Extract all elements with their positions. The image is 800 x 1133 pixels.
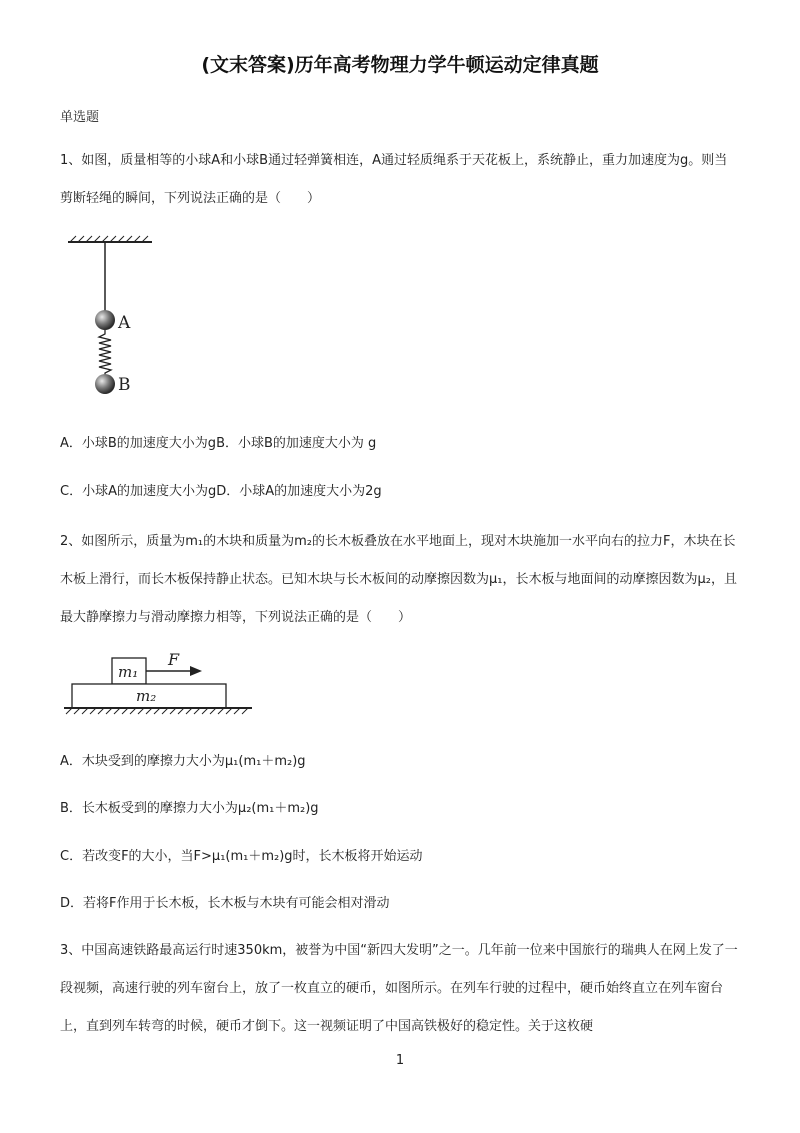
question-1-text: 1、如图，质量相等的小球A和小球B通过轻弹簧相连，A通过轻质绳系于天花板上，系统静止，重力加速度为g。则当剪断轻绳的瞬间，下列说法正确的是（ ） xyxy=(60,153,728,206)
label-b: B xyxy=(118,375,131,395)
ball-a xyxy=(95,310,115,330)
blocks-figure xyxy=(62,650,262,720)
ceiling xyxy=(68,236,152,242)
label-m2: m₂ xyxy=(136,687,157,705)
spring xyxy=(99,330,111,376)
force-arrowhead xyxy=(190,666,202,676)
q2-option-c: C．若改变F的大小，当F>μ₁(m₁＋m₂)g时，长木板将开始运动 xyxy=(60,849,423,864)
ball-b xyxy=(95,374,115,394)
q1-options-cd: C．小球A的加速度大小为gD．小球A的加速度大小为2g xyxy=(60,484,382,499)
label-a: A xyxy=(118,313,131,333)
q2-option-b: B．长木板受到的摩擦力大小为μ₂(m₁＋m₂)g xyxy=(60,801,319,816)
page-title: (文末答案)历年高考物理力学牛顿运动定律真题 xyxy=(201,54,599,76)
q2-option-a: A．木块受到的摩擦力大小为μ₁(m₁＋m₂)g xyxy=(60,754,306,769)
q2-option-d: D．若将F作用于长木板，长木板与木块有可能会相对滑动 xyxy=(60,896,390,911)
spring-balls-figure xyxy=(60,232,170,407)
question-2-text: 2、如图所示，质量为m₁的木块和质量为m₂的长木板叠放在水平地面上，现对木块施加一水平向右的拉力F，木块在长木板上滑行，而长木板保持静止状态。已知木块与长木板间的动摩擦因数为μ₁，长木板与地面间的动摩擦因数为μ₂，且最大静摩擦力与滑动摩擦力相等，下列说法正确的是（ ） xyxy=(60,534,737,625)
label-m1: m₁ xyxy=(118,663,139,681)
label-f: F xyxy=(168,650,180,669)
question-3-text: 3、中国高速铁路最高运行时速350km，被誉为中国“新四大发明”之一。几年前一位来中国旅行的瑞典人在网上发了一段视频，高速行驶的列车窗台上，放了一枚直立的硬币，如图所示。在列车行驶的过程中，硬币始终直立在列车窗台上，直到列车转弯的时候，硬币才倒下。这一视频证明了中国高铁极好的稳定性。关于这枚硬 xyxy=(60,943,738,1034)
ground xyxy=(64,708,252,714)
q1-options-ab: A．小球B的加速度大小为gB．小球B的加速度大小为 g xyxy=(60,436,377,451)
page-number: 1 xyxy=(395,1053,405,1068)
section-heading: 单选题 xyxy=(60,110,100,125)
